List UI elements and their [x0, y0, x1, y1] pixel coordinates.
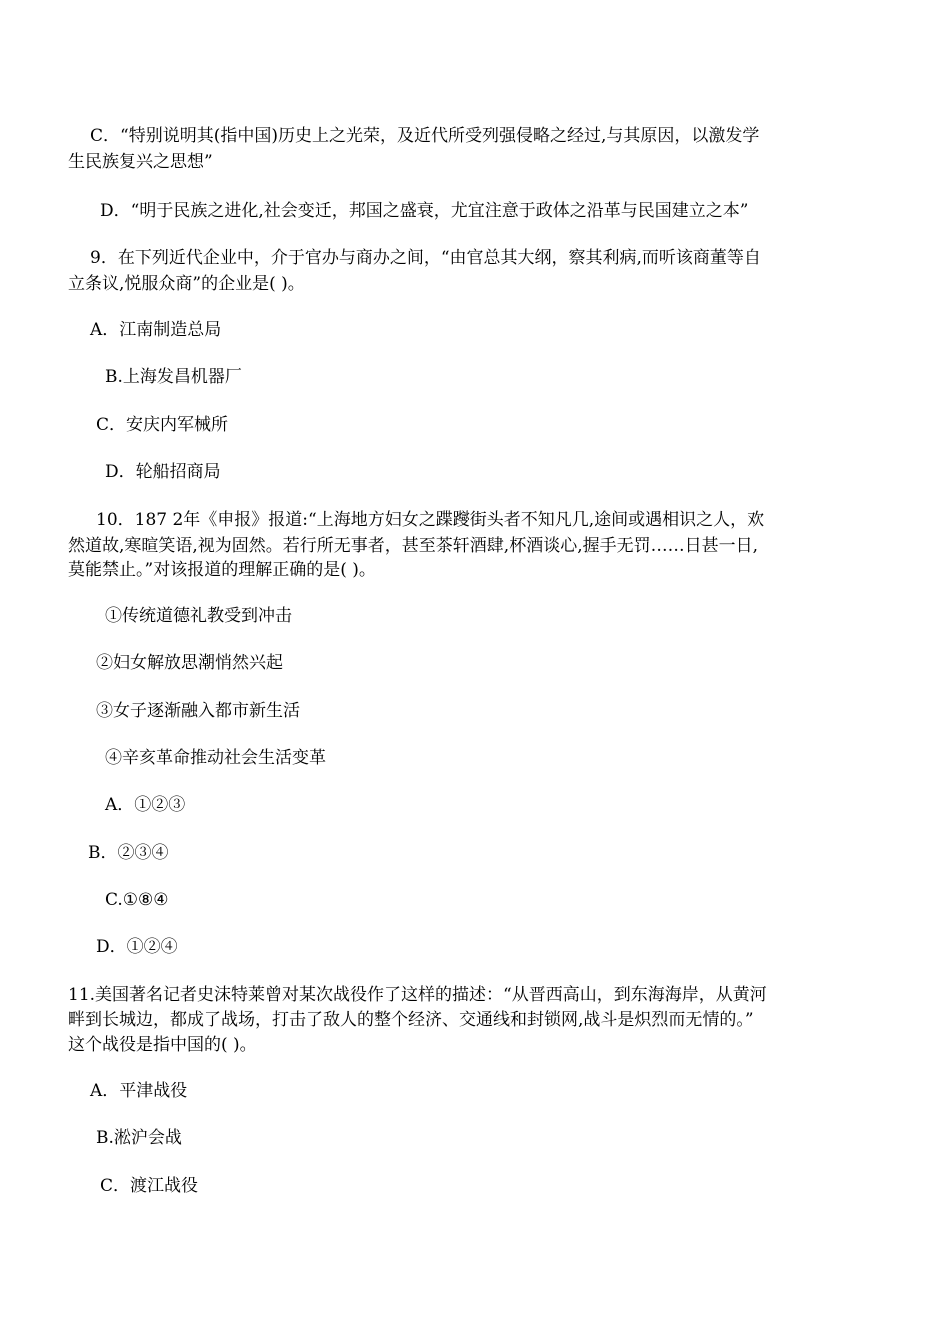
q10-stem-line3: 莫能禁止。”对该报道的理解正确的是( )。 [68, 560, 376, 580]
q10-statement-3: ③女子逐渐融入都市新生活 [96, 701, 300, 721]
q10-option-b: B．②③④ [88, 843, 169, 863]
q9-option-a: A．江南制造总局 [90, 320, 222, 340]
q10-statement-4: ④辛亥革命推动社会生活变革 [105, 748, 326, 768]
q10-statement-1: ①传统道德礼教受到冲击 [105, 606, 292, 626]
q10-option-c: C.①⑧④ [105, 890, 169, 910]
q9-option-c: C．安庆内军械所 [96, 415, 229, 435]
q9-stem-line2: 立条议,悦服众商”的企业是( )。 [68, 274, 305, 294]
q8-option-d: D．“明于民族之进化,社会变迁，邦国之盛衰，尤宜注意于政体之沿革与民国建立之本” [100, 201, 749, 221]
q11-stem-line1: 11.美国著名记者史沫特莱曾对某次战役作了这样的描述：“从晋西高山，到东海海岸，从黄河 [68, 985, 767, 1005]
q11-option-b: B.淞沪会战 [96, 1128, 182, 1148]
q11-option-a: A．平津战役 [90, 1081, 188, 1101]
q9-option-d: D．轮船招商局 [105, 462, 221, 482]
q9-option-b: B.上海发昌机器厂 [105, 367, 242, 387]
q11-option-c: C．渡江战役 [100, 1176, 199, 1196]
q11-stem-line2: 畔到长城边，都成了战场，打击了敌人的整个经济、交通线和封锁网,战斗是炽烈而无情的。” [68, 1010, 754, 1030]
q10-option-a: A．①②③ [105, 795, 186, 815]
q8-option-c-line2: 生民族复兴之思想” [68, 152, 213, 172]
q10-stem-line2: 然道故,寒暄笑语,视为固然。若行所无事者，甚至茶轩酒肆,杯酒谈心,握手无罚……日甚一日, [68, 536, 759, 556]
q10-stem-line1: 10．187 2年《申报》报道:“上海地方妇女之蹀躞街头者不知凡几,途间或遇相识之人，欢 [96, 510, 765, 530]
q11-stem-line3: 这个战役是指中国的( )。 [68, 1035, 257, 1055]
q9-stem-line1: 9．在下列近代企业中，介于官办与商办之间，“由官总其大纲，察其利病,而听该商董等自 [90, 248, 761, 268]
q10-statement-2: ②妇女解放思潮悄然兴起 [96, 653, 283, 673]
q8-option-c-line1: C．“特别说明其(指中国)历史上之光荣，及近代所受列强侵略之经过,与其原因，以激发学 [90, 126, 760, 146]
q10-option-d: D．①②④ [96, 937, 178, 957]
